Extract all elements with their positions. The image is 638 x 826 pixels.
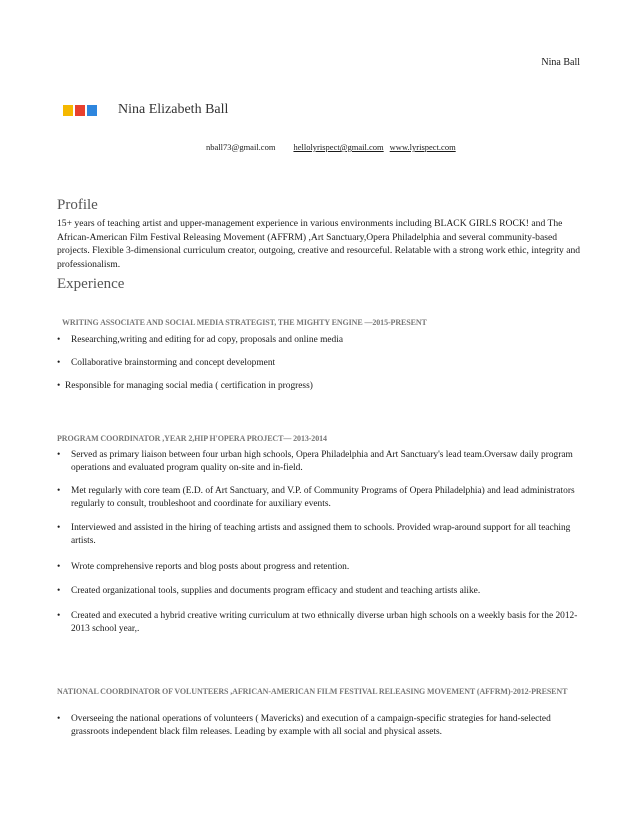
logo-square-yellow bbox=[63, 105, 73, 116]
list-item: • Collaborative brainstorming and concept development bbox=[57, 358, 276, 368]
job-title: WRITING ASSOCIATE AND SOCIAL MEDIA STRATEGIST, THE MIGHTY ENGINE —2015-PRESENT bbox=[62, 318, 427, 327]
email: nball73@gmail.com bbox=[206, 142, 276, 152]
list-item: • Created and executed a hybrid creative writing curriculum at two ethnically diverse urban high schools on a weekly basis for the 2012-2013 school year,. bbox=[57, 611, 578, 634]
header-name: Nina Ball bbox=[541, 57, 580, 68]
profile-heading: Profile bbox=[57, 197, 98, 213]
website-link[interactable]: www.lyrispect.com bbox=[389, 142, 456, 152]
experience-heading: Experience bbox=[57, 276, 125, 292]
list-item: • Wrote comprehensive reports and blog posts about progress and retention. bbox=[57, 562, 350, 572]
contact-links bbox=[293, 142, 455, 152]
profile-text: 15+ years of teaching artist and upper-management experience in various environments including BLACK GIRLS ROCK! and The African-American Film Festival Releasing Movement (AFFRM) ,Art Sanctuary,Opera Philadelphia and several community-based projects. Flexible 3-dimensional curriculum creator, outgoing, creative and resourceful. Relatable with a strong work ethic, integrity and professionalism. bbox=[57, 218, 581, 270]
job-title: PROGRAM COORDINATOR ,YEAR 2,HIP H'OPERA PROJECT— 2013-2014 bbox=[57, 434, 327, 443]
list-item: • Responsible for managing social media ( certification in progress) bbox=[57, 381, 313, 391]
logo bbox=[63, 105, 97, 116]
list-item: • Met regularly with core team (E.D. of Art Sanctuary, and V.P. of Community Programs of Opera Philadelphia) and lead administrators regularly to consult, troubleshoot and coordinate for auxiliary events. bbox=[57, 486, 575, 509]
list-item: • Served as primary liaison between four urban high schools, Opera Philadelphia and Art Sanctuary's lead team.Oversaw daily program operations and evaluated program quality on-site and in-field. bbox=[57, 450, 573, 473]
list-item: • Interviewed and assisted in the hiring of teaching artists and assigned them to schools. Provided wrap-around support for all teaching artists. bbox=[57, 523, 571, 546]
logo-square-red bbox=[75, 105, 85, 116]
contact-row bbox=[206, 142, 456, 152]
list-item: • Created organizational tools, supplies and documents program efficacy and student and teaching artists alike. bbox=[57, 586, 481, 596]
logo-square-blue bbox=[87, 105, 97, 116]
full-name: Nina Elizabeth Ball bbox=[118, 102, 229, 117]
email-link[interactable]: hellolyrispect@gmail.com bbox=[293, 142, 384, 152]
list-item: • Overseeing the national operations of volunteers ( Mavericks) and execution of a campaign-specific strategies for hand-selected grassroots independent black film releases. Leading by example with all social and physical assets. bbox=[57, 714, 551, 737]
list-item: • Researching,writing and editing for ad copy, proposals and online media bbox=[57, 335, 343, 345]
job-title: NATIONAL COORDINATOR OF VOLUNTEERS ,AFRICAN-AMERICAN FILM FESTIVAL RELEASING MOVEMENT (AFFRM)-2012-PRESENT bbox=[57, 687, 568, 696]
